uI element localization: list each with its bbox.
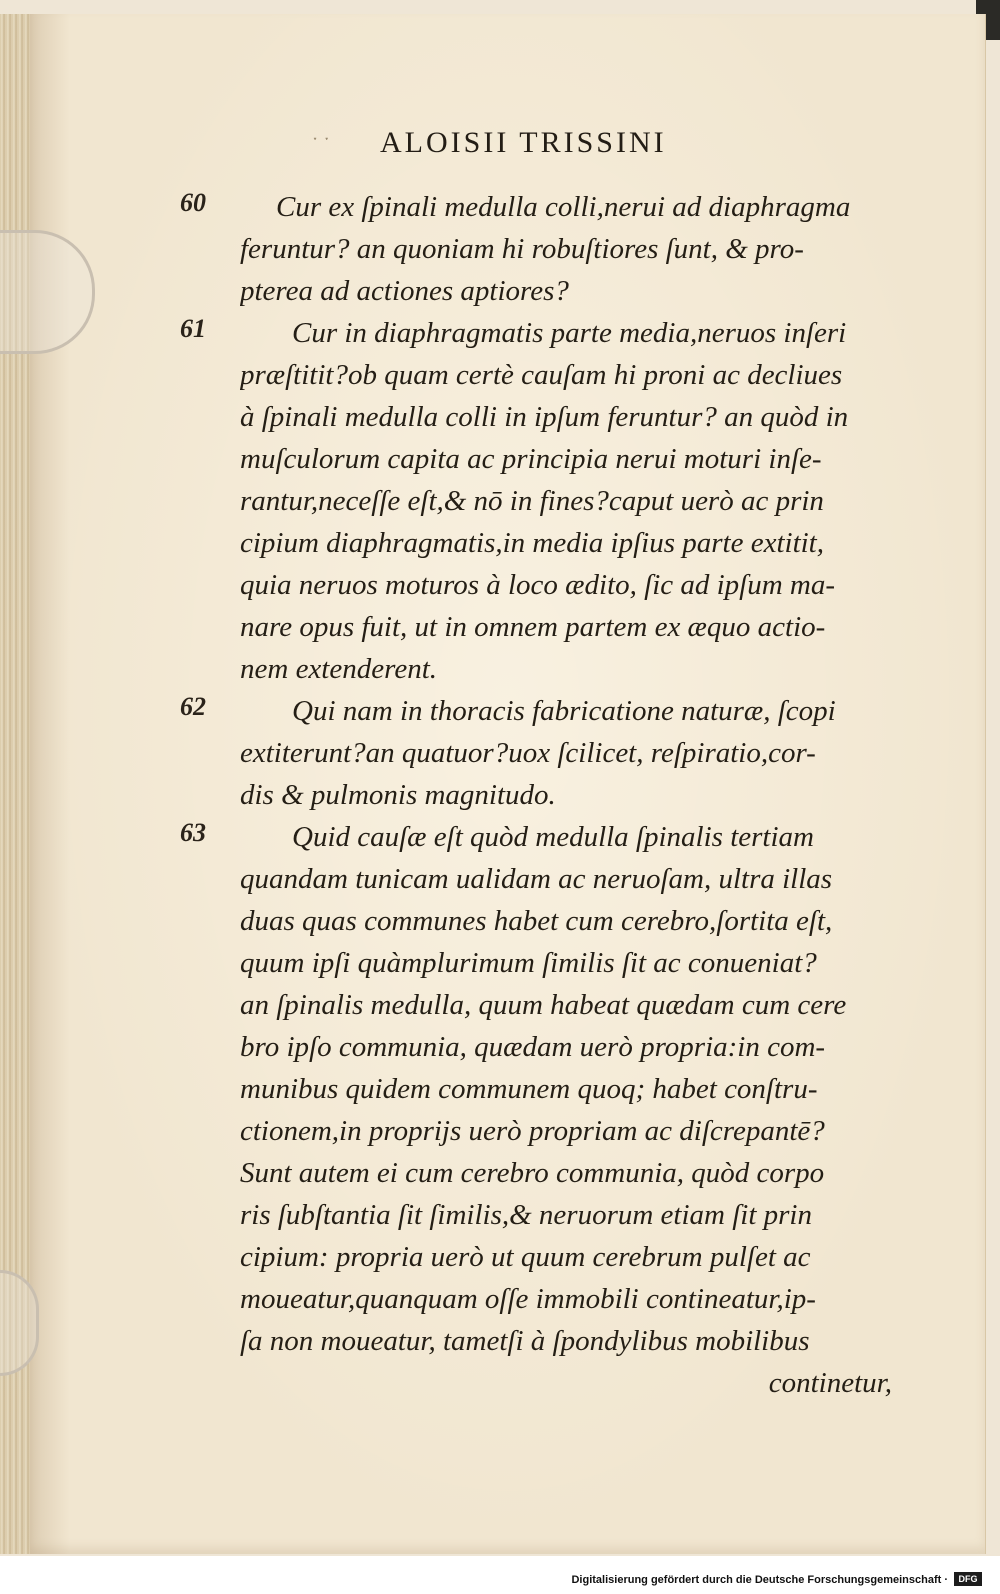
- footer-credit: Digitalisierung gefördert durch die Deutsche Forschungsgemeinschaft ·: [571, 1574, 948, 1586]
- text-line: ctionem,in proprijs uerò propriam ac diſcrepantē?: [240, 1115, 825, 1147]
- text-line: quum ipſi quàmplurimum ſimilis ſit ac conueniat?: [240, 947, 817, 979]
- text-line: nare opus fuit, ut in omnem partem ex æquo actio-: [240, 611, 826, 643]
- text-line: Cur in diaphragmatis parte media,neruos inſeri: [292, 317, 847, 349]
- text-line: cipium: propria uerò ut quum cerebrum pulſet ac: [240, 1241, 811, 1273]
- dfg-logo: DFG: [954, 1572, 982, 1586]
- text-line: quandam tunicam ualidam ac neruoſam, ultra illas: [240, 863, 833, 895]
- text-line: quia neruos moturos à loco ædito, ſic ad ipſum ma-: [240, 569, 836, 601]
- text-line: ſa non moueatur, tametſi à ſpondylibus mobilibus: [240, 1325, 810, 1357]
- text-line: extiterunt?an quatuor?uox ſcilicet, reſpiratio,cor-: [240, 737, 816, 769]
- text-line: dis & pulmonis magnitudo.: [240, 779, 556, 811]
- text-line: moueatur,quanquam oſſe immobili contineatur,ip-: [240, 1283, 816, 1315]
- text-line: à ſpinali medulla colli in ipſum feruntur? an quòd in: [240, 401, 849, 433]
- text-line: nem extenderent.: [240, 653, 437, 685]
- text-line: præſtitit?ob quam certè cauſam hi proni ac decliues: [240, 359, 843, 391]
- catchword: continetur,: [768, 1367, 892, 1399]
- text-line: Sunt autem ei cum cerebro communia, quòd corpo: [240, 1157, 825, 1189]
- text-line: Cur ex ſpinali medulla colli,nerui ad diaphragma: [276, 191, 851, 223]
- text-line: cipium diaphragmatis,in media ipſius parte extitit,: [240, 527, 824, 559]
- text-line: Quid cauſæ eſt quòd medulla ſpinalis tertiam: [292, 821, 814, 853]
- paragraph-number: 62: [180, 692, 206, 721]
- header-ornament: ˑ ˑ: [312, 128, 330, 153]
- text-line: duas quas communes habet cum cerebro,ſortita eſt,: [240, 905, 833, 937]
- text-line: bro ipſo communia, quædam uerò propria:in com-: [240, 1031, 826, 1063]
- paragraph-number: 63: [180, 818, 206, 847]
- text-line: Qui nam in thoracis fabricatione naturæ, ſcopi: [292, 695, 836, 727]
- text-line: feruntur? an quoniam hi robuſtiores ſunt, & pro-: [240, 233, 804, 265]
- text-line: an ſpinalis medulla, quum habeat quædam cum cere: [240, 989, 847, 1021]
- body-text: [240, 186, 900, 1404]
- text-line: muſculorum capita ac principia nerui moturi inſe-: [240, 443, 822, 475]
- text-line: rantur,neceſſe eſt,& nō in fines?caput uerò ac prin: [240, 485, 824, 517]
- running-header: ALOISII TRISSINI: [380, 126, 667, 159]
- text-line: ris ſubſtantia ſit ſimilis,& neruorum etiam ſit prin: [240, 1199, 812, 1231]
- paragraph-number: 61: [180, 314, 206, 343]
- text-line: munibus quidem communem quoq; habet conſtru-: [240, 1073, 818, 1105]
- paragraph-number: 60: [180, 188, 206, 217]
- text-line: pterea ad actiones aptiores?: [240, 275, 569, 307]
